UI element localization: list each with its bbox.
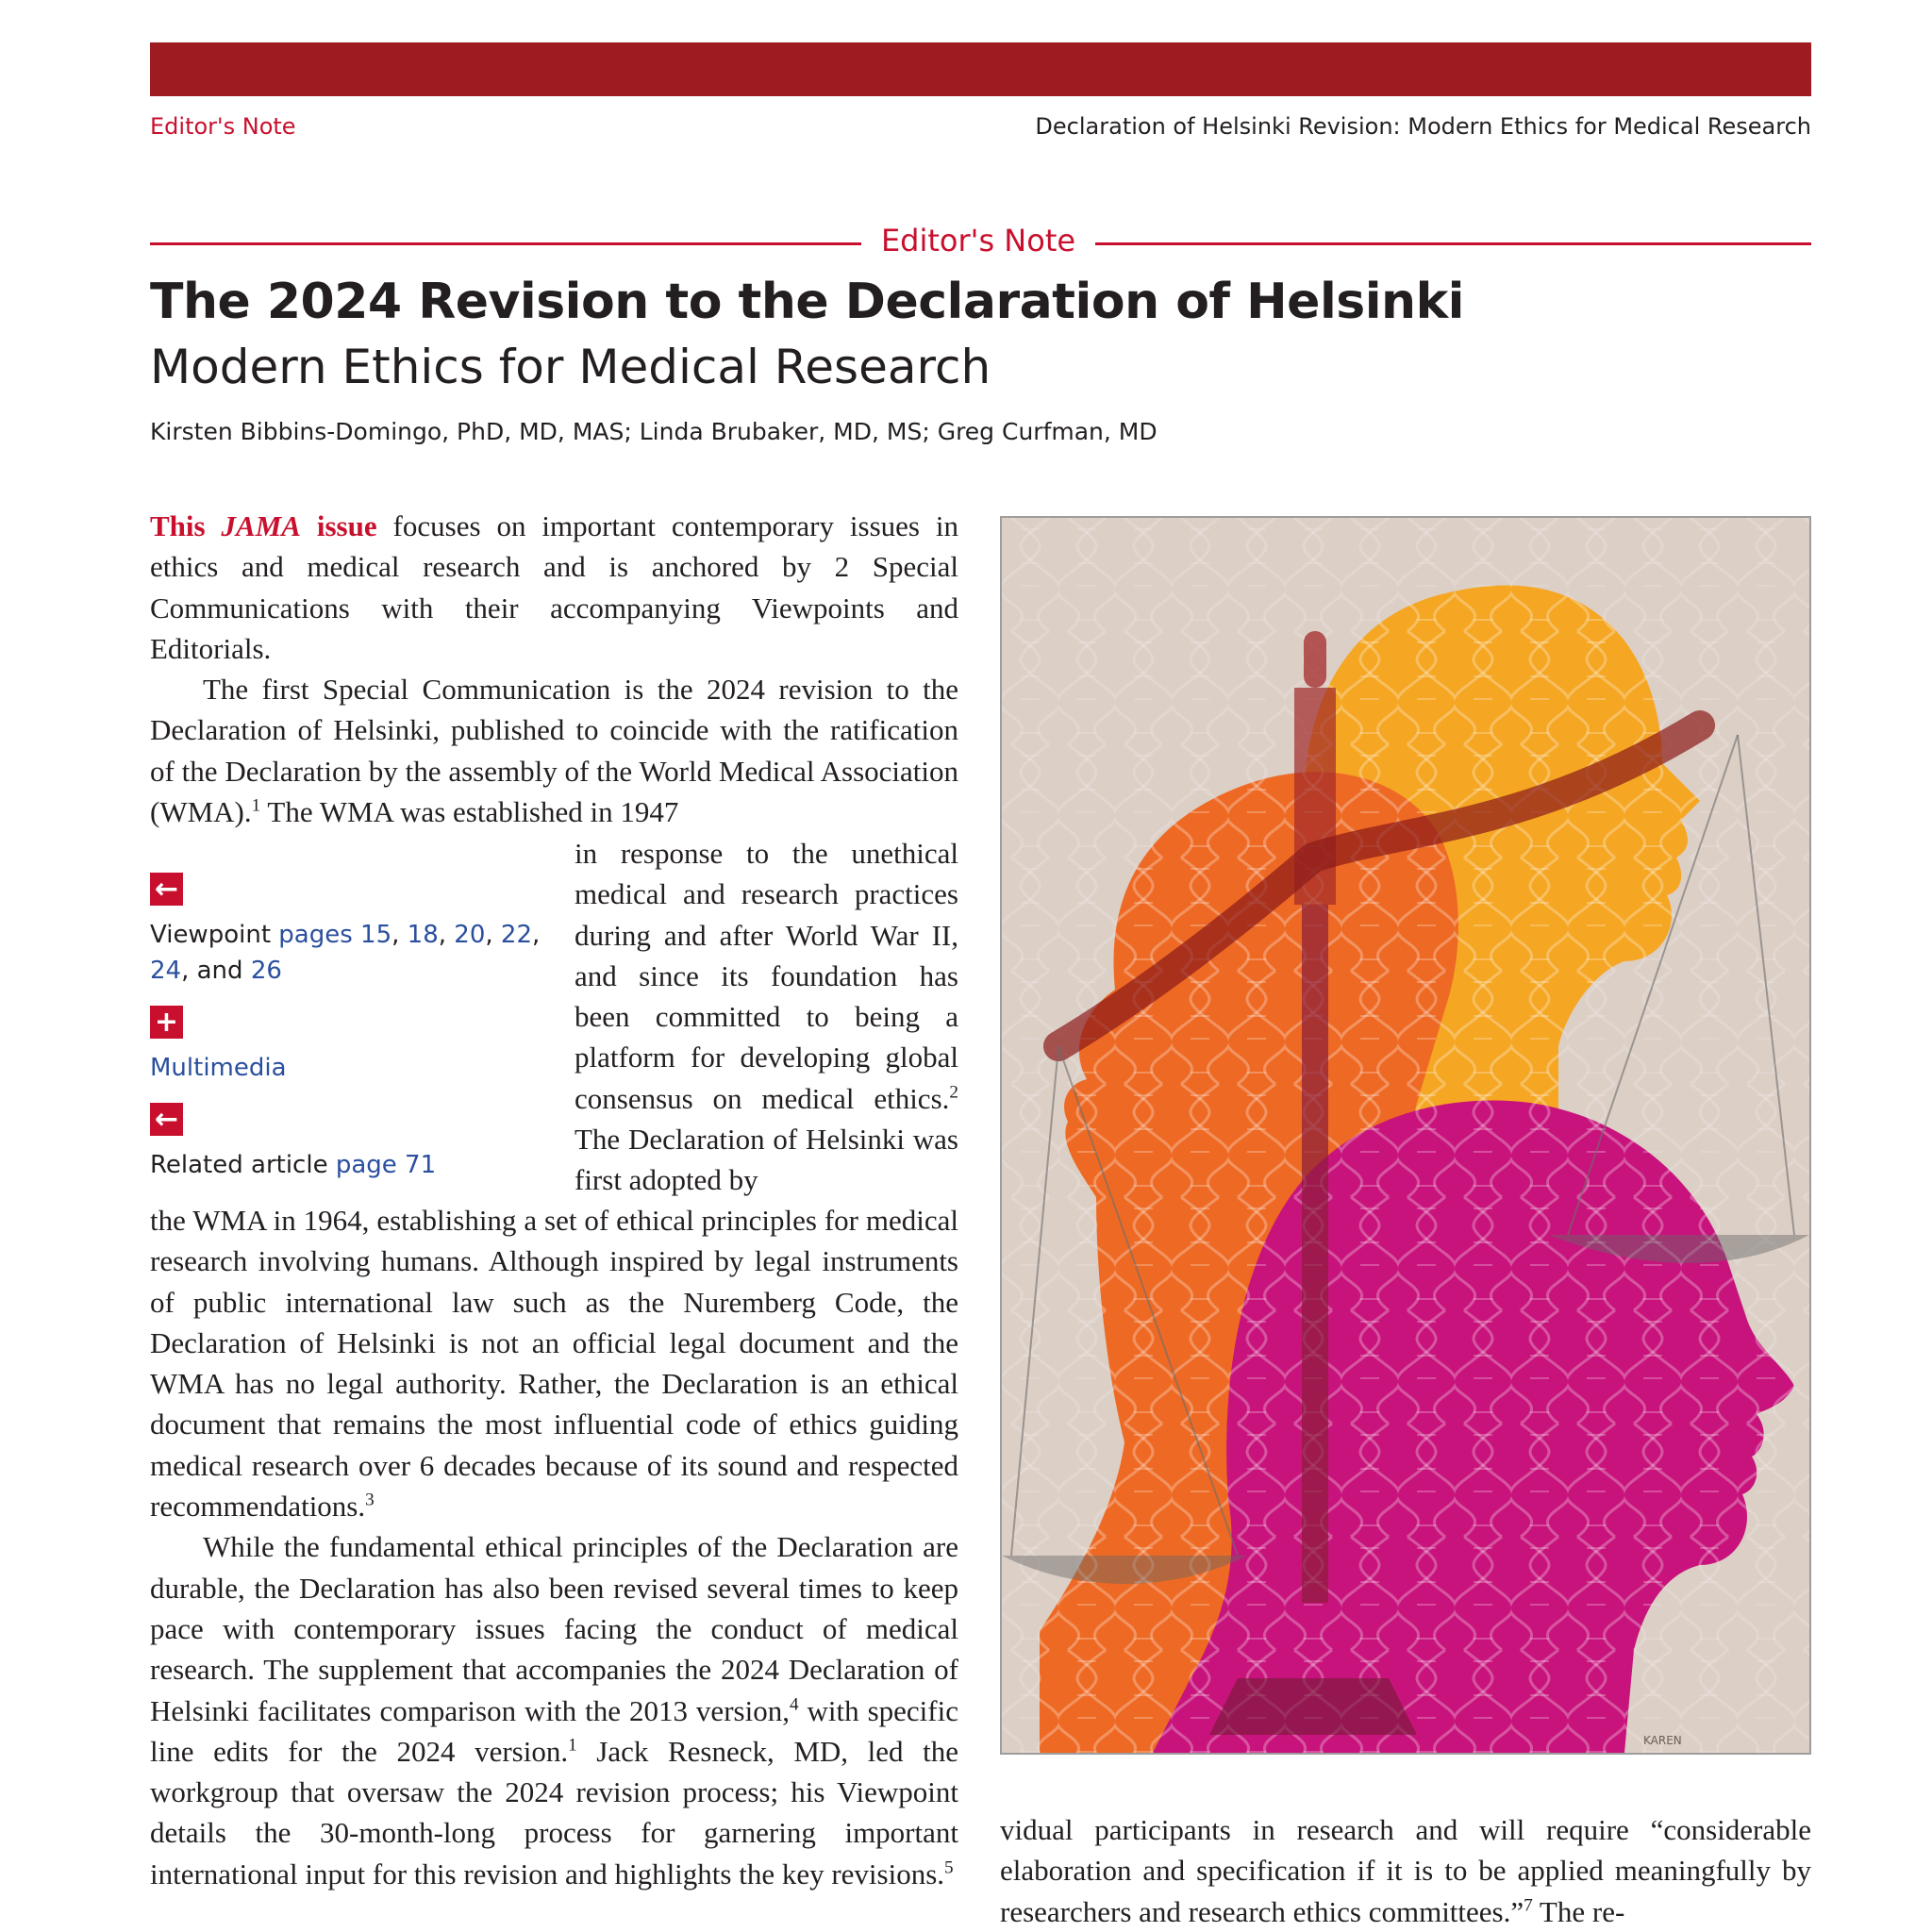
multimedia-link[interactable]: Multimedia — [150, 1054, 287, 1082]
body-text-narrow — [575, 833, 958, 1201]
paragraph-right: vidual participants in research and will require “considerable elaboration and specification if it is to be applied meaningfully by researchers and research ethics committees.”$^7$ The re- — [1000, 1813, 1811, 1928]
reference-4[interactable]: 4 — [789, 1694, 799, 1715]
reference-3[interactable]: 3 — [365, 1490, 375, 1510]
viewpoint-page-link[interactable]: 22 — [500, 921, 532, 949]
related-content-sidebar — [150, 873, 565, 1200]
section-rule-left — [150, 242, 861, 245]
article-title: The 2024 Revision to the Declaration of Helsinki — [150, 274, 1464, 330]
paragraph-2: The first Special Communication is the 2024 revision to the Declaration of Helsinki, published to coincide with the ratification of the Declaration by the assembly of the World Medical Association (WMA).$^1$ The WMA was established in 1947 — [150, 673, 958, 829]
reference-2[interactable]: 2 — [949, 1082, 958, 1103]
viewpoint-page-link[interactable]: 26 — [250, 957, 282, 985]
viewpoint-page-link[interactable]: 18 — [407, 921, 439, 949]
journal-top-bar — [150, 42, 1811, 96]
arrow-left-icon: ← — [150, 873, 183, 906]
author-list: Kirsten Bibbins-Domingo, PhD, MD, MAS; Linda Brubaker, MD, MS; Greg Curfman, MD — [150, 418, 1158, 445]
related-article-link: Related article page 71 — [150, 1151, 437, 1179]
lead-in: This JAMA issue — [150, 509, 377, 542]
running-title: Declaration of Helsinki Revision: Modern Ethics for Medical Research — [1035, 113, 1811, 140]
body-text-top — [150, 506, 958, 832]
section-rule-right — [1095, 242, 1811, 245]
artist-signature: KAREN — [1643, 1734, 1682, 1747]
viewpoint-links: Viewpoint pages 15, 18, 20, 22, 24, and 26 — [150, 921, 541, 985]
scales-of-justice-profiles-illustration — [1002, 518, 1809, 1753]
viewpoint-page-link[interactable]: 15 — [360, 921, 392, 949]
illustration-figure — [1000, 516, 1811, 1755]
article-type-label: Editor's Note — [880, 223, 1076, 258]
reference-7[interactable]: 7 — [1524, 1895, 1533, 1916]
arrow-left-icon: ← — [150, 1103, 183, 1136]
body-text-right — [1000, 1809, 1811, 1932]
body-text-bottom — [150, 1200, 958, 1894]
reference-5[interactable]: 5 — [944, 1857, 954, 1878]
plus-icon: + — [150, 1006, 183, 1039]
viewpoint-page-link[interactable]: 20 — [454, 921, 486, 949]
section-header: Editor's Note — [150, 113, 296, 140]
paragraph-3: While the fundamental ethical principles of the Declaration are durable, the Declaration has also been revised several times to keep pace with contemporary issues facing the conduct of medical research. The supplement that accompanies the 2024 Declaration of Helsinki facilitates comparison with the 2013 version,$^4$ with specific line edits for the 2024 version.$^1$ Jack Resneck, MD, led the workgroup that oversaw the 2024 revision process; his Viewpoint details the 30-month-long process for garnering important international input for this revision and highlights the key revisions.$^5$ — [150, 1530, 958, 1890]
article-subtitle: Modern Ethics for Medical Research — [150, 340, 991, 394]
reference-1[interactable]: 1 — [251, 795, 261, 816]
paragraph-1: This JAMA issue focuses on important contemporary issues in ethics and medical research and is anchored by 2 Special Communications with their accompanying Viewpoints and Editorials. — [150, 509, 958, 665]
viewpoint-page-link[interactable]: 24 — [150, 957, 182, 985]
paragraph-2-cont: in response to the unethical medical and research practices during and after World War II, and since its foundation has been committed to being a platform for developing global consensus on medical ethics.$^2$ The Declaration of Helsinki was first adopted by — [575, 837, 958, 1197]
reference-1b[interactable]: 1 — [568, 1735, 577, 1756]
paragraph-2-end: the WMA in 1964, establishing a set of ethical principles for medical research involving humans. Although inspired by legal instruments of public international law such as the Nuremberg Code, the Declaration of Helsinki is not an official legal document and the WMA has no legal authority. Rather, the Declaration is an ethical document that remains the most influential code of ethics guiding medical research over 6 decades because of its sound and respected recommendations.$^3$ — [150, 1204, 958, 1524]
